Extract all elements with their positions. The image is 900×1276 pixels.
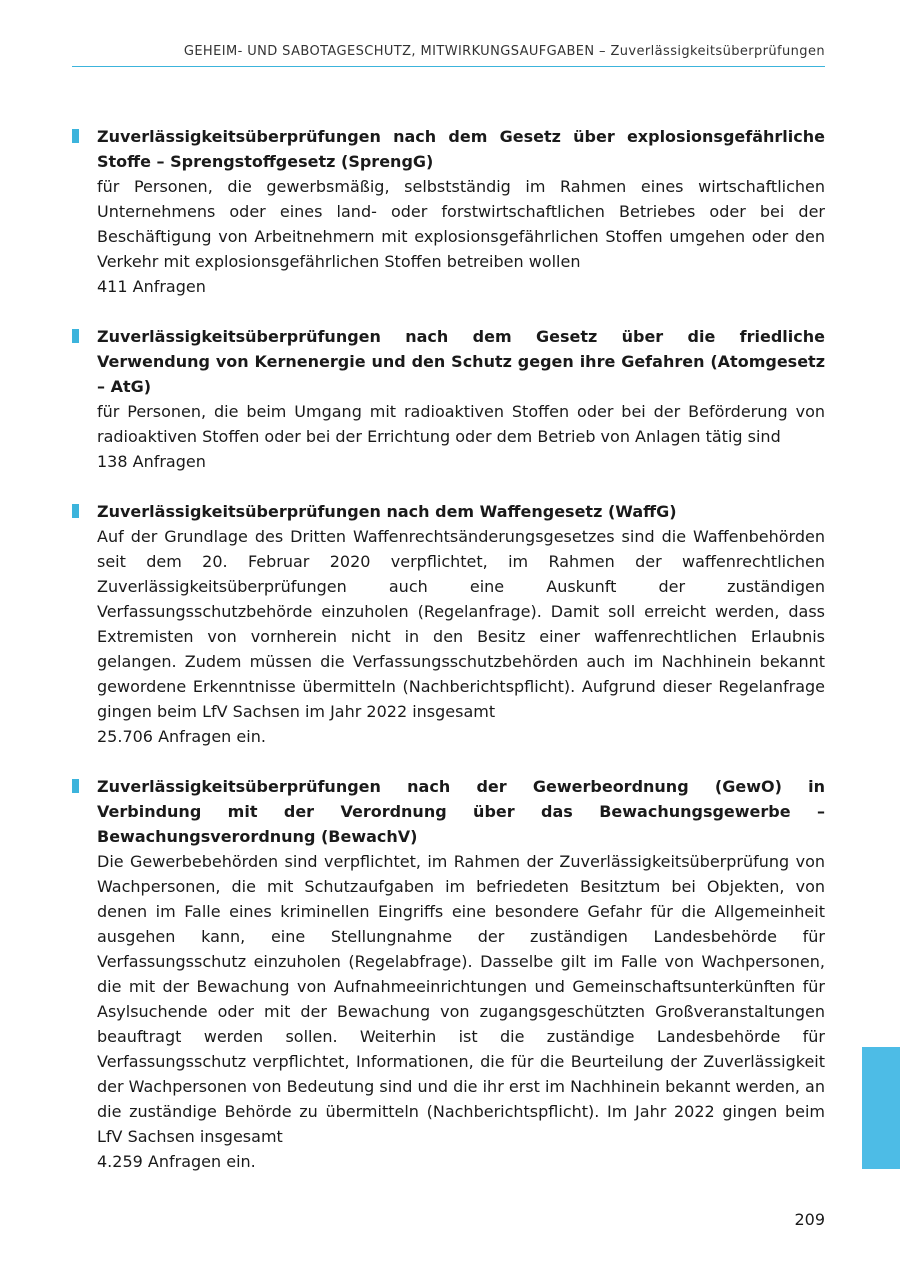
request-count: 25.706 Anfragen ein. — [97, 727, 266, 746]
section-atg — [72, 324, 825, 474]
bullet-marker — [72, 504, 79, 518]
page-content — [72, 124, 825, 1199]
section-body: Die Gewerbebehörden sind verpflichtet, im Rahmen der Zuverlässigkeitsüberprüfung von Wachpersonen, die mit Schutzaufgaben im befriedeten Besitztum bei Objekten, von denen im Falle eines kriminellen Eingriffs eine besondere Gefahr für die Allgemeinheit ausgehen kann, eine Stellungnahme der zuständigen Landesbehörde für Verfassungsschutz einzuholen (Regelabfrage). Dasselbe gilt im Falle von Wachpersonen, die mit der Bewachung von Aufnahmeeinrichtungen und Gemeinschaftsunterkünften für Asylsuchende oder mit der Bewachung von zugangsgeschützten Großveranstaltungen beauftragt werden sollen. Weiterhin ist die zuständige Landesbehörde für Verfassungsschutz verpflichtet, Informationen, die für die Beurteilung der Zuverlässigkeit der Wachpersonen von Bedeutung sind und die ihr erst im Nachhinein bekannt werden, an die zuständige Behörde zu übermitteln (Nachberichtspflicht). Im Jahr 2022 gingen beim LfV Sachsen insgesamt — [97, 852, 825, 1146]
bullet-marker — [72, 329, 79, 343]
request-count: 138 Anfragen — [97, 452, 206, 471]
section-waffg — [72, 499, 825, 749]
section-gewo — [72, 774, 825, 1174]
section-body: Auf der Grundlage des Dritten Waffenrechtsänderungsgesetzes sind die Waffenbehörden seit dem 20. Februar 2020 verpflichtet, im Rahmen der waffenrechtlichen Zuverlässigkeitsüberprüfungen auch eine Auskunft der zuständigen Verfassungsschutzbehörde einzuholen (Regelanfrage). Damit soll erreicht werden, dass Extremisten von vornherein nicht in den Besitz einer waffenrechtlichen Erlaubnis gelangen. Zudem müssen die Verfassungsschutzbehörden auch im Nachhinein bekannt gewordene Erkenntnisse übermitteln (Nachberichtspflicht). Aufgrund dieser Regelanfrage gingen beim LfV Sachsen im Jahr 2022 insgesamt — [97, 527, 825, 721]
section-heading: Zuverlässigkeitsüberprüfungen nach dem Gesetz über die friedliche Verwendung von Kernenergie und den Schutz gegen ihre Gefahren (Atomgesetz – AtG) — [97, 327, 825, 396]
request-count: 411 Anfragen — [97, 277, 206, 296]
header-rule — [72, 66, 825, 67]
section-body: für Personen, die beim Umgang mit radioaktiven Stoffen oder bei der Beförderung von radioaktiven Stoffen oder bei der Errichtung oder dem Betrieb von Anlagen tätig sind — [97, 402, 825, 446]
chapter-tab — [862, 1047, 900, 1169]
section-heading: Zuverlässigkeitsüberprüfungen nach dem Waffengesetz (WaffG) — [97, 502, 677, 521]
section-heading: Zuverlässigkeitsüberprüfungen nach der Gewerbeordnung (GewO) in Verbindung mit der Verordnung über das Bewachungsgewerbe – Bewachungsverordnung (BewachV) — [97, 777, 825, 846]
request-count: 4.259 Anfragen ein. — [97, 1152, 256, 1171]
bullet-marker — [72, 129, 79, 143]
bullet-marker — [72, 779, 79, 793]
running-header: GEHEIM- UND SABOTAGESCHUTZ, MITWIRKUNGSAUFGABEN – Zuverlässigkeitsüberprüfungen — [183, 44, 825, 59]
section-heading: Zuverlässigkeitsüberprüfungen nach dem Gesetz über explosionsgefährliche Stoffe – Sprengstoffgesetz (SprengG) — [97, 127, 825, 171]
page-number: 209 — [794, 1210, 825, 1229]
section-sprengg — [72, 124, 825, 299]
section-body: für Personen, die gewerbsmäßig, selbstständig im Rahmen eines wirtschaftlichen Unternehmens oder eines land- oder forstwirtschaftlichen Betriebes oder bei der Beschäftigung von Arbeitnehmern mit explosionsgefährlichen Stoffen umgehen oder den Verkehr mit explosionsgefährlichen Stoffen betreiben wollen — [97, 177, 825, 271]
